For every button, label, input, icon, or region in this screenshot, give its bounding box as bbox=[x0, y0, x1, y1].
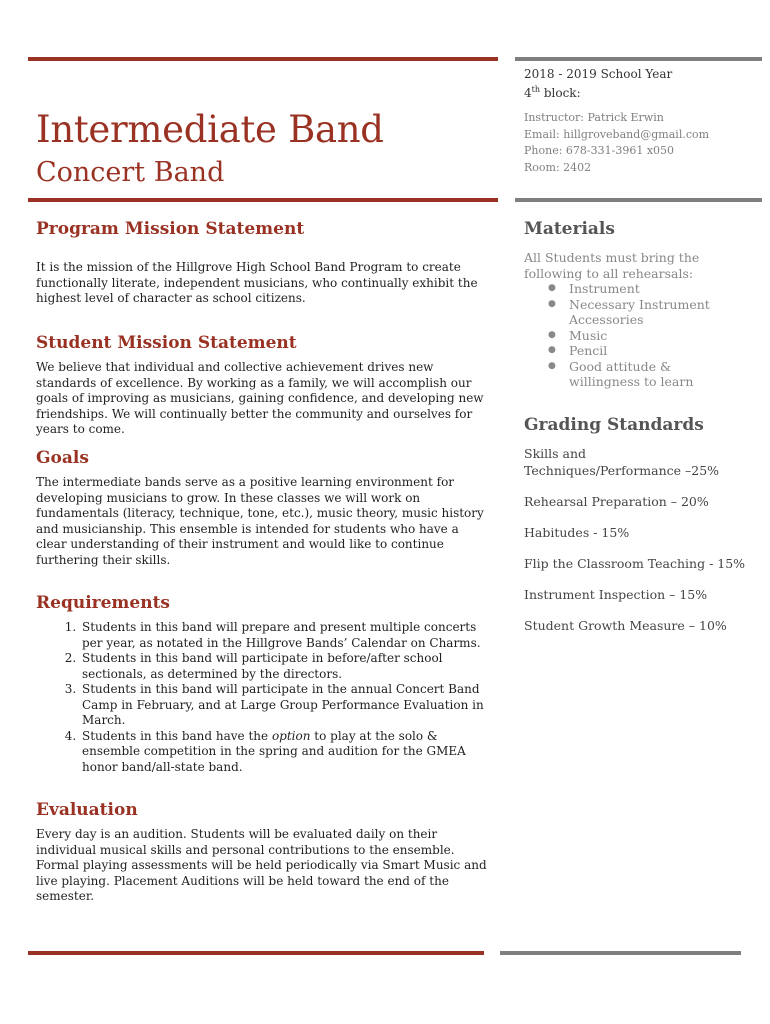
grading-item: Habitudes - 15% bbox=[524, 525, 630, 540]
materials-item: ● Music bbox=[569, 328, 746, 344]
goals-text: The intermediate bands serve as a positive learning environment for developing musicians to grow. In these classes we will work on fundamentals (literacy, technique, tone, etc.), music theory, music history and musicianship. This ensemble is intended for students who have a clear understanding of their instrument and would like to continue furthering their skills. bbox=[36, 475, 484, 567]
info-block bbox=[524, 66, 746, 176]
grading-section bbox=[524, 414, 746, 634]
top-left-rule bbox=[28, 57, 498, 61]
requirement-item: 4. Students in this band have the option to play at the solo & ensemble competition in the spring and audition for the GMEA honor band/all-state band. bbox=[80, 729, 492, 776]
materials-list bbox=[524, 281, 746, 390]
materials-item: ● Necessary Instrument Accessories bbox=[569, 297, 746, 328]
requirement-item: 2. Students in this band will participate in before/after school sectionals, as determined by the directors. bbox=[80, 651, 492, 682]
goals-section bbox=[36, 447, 492, 568]
grading-item: Student Growth Measure – 10% bbox=[524, 618, 727, 633]
school-year: 2018 - 2019 School Year bbox=[524, 67, 673, 81]
program-mission-heading: Program Mission Statement bbox=[36, 219, 305, 239]
evaluation-heading: Evaluation bbox=[36, 800, 138, 820]
evaluation-text: Every day is an audition. Students will be evaluated daily on their individual musical skills and personal contributions to the ensemble. Formal playing assessments will be held periodically via Smart Music and live playing. Placement Auditions will be held toward the end of the semester. bbox=[36, 827, 487, 903]
page-subtitle: Concert Band bbox=[36, 157, 225, 188]
materials-item: ● Instrument bbox=[569, 281, 746, 297]
student-mission-section bbox=[36, 332, 492, 438]
materials-item: ● Good attitude & willingness to learn bbox=[569, 359, 746, 390]
bottom-right-rule bbox=[500, 951, 741, 955]
student-mission-heading: Student Mission Statement bbox=[36, 333, 297, 353]
requirement-item: 1. Students in this band will prepare and present multiple concerts per year, as notated in the Hillgrove Bands’ Calendar on Charms. bbox=[80, 620, 492, 651]
goals-heading: Goals bbox=[36, 448, 89, 468]
room: Room: 2402 bbox=[524, 160, 592, 174]
evaluation-section bbox=[36, 799, 492, 905]
grading-item: Flip the Classroom Teaching - 15% bbox=[524, 556, 746, 571]
requirements-section bbox=[36, 592, 492, 775]
instructor: Instructor: Patrick Erwin bbox=[524, 111, 664, 124]
program-mission-section bbox=[36, 218, 492, 307]
mid-left-rule bbox=[28, 198, 498, 202]
email: Email: hillgroveband@gmail.com bbox=[524, 127, 710, 141]
materials-item: ● Pencil bbox=[569, 343, 746, 359]
student-mission-text: We believe that individual and collective achievement drives new standards of excellence. By working as a family, we will accomplish our goals of improving as musicians, gaining confidence, and developing new friendships. We will continually better the community and ourselves for years to come. bbox=[36, 360, 484, 436]
bottom-left-rule bbox=[28, 951, 484, 955]
mid-right-rule bbox=[515, 198, 762, 202]
phone: Phone: 678-331-3961 x050 bbox=[524, 144, 675, 157]
materials-intro: All Students must bring the following to all rehearsals: bbox=[524, 250, 700, 281]
grading-heading: Grading Standards bbox=[524, 415, 704, 435]
grading-item: Rehearsal Preparation – 20% bbox=[524, 494, 709, 509]
materials-section bbox=[524, 218, 746, 390]
requirements-list bbox=[36, 620, 492, 775]
requirement-item: 3. Students in this band will participate in the annual Concert Band Camp in February, and at Large Group Performance Evaluation in March. bbox=[80, 682, 492, 729]
program-mission-text: It is the mission of the Hillgrove High School Band Program to create functionally literate, independent musicians, who continually exhibit the highest level of character as school citizens. bbox=[36, 260, 478, 305]
top-right-rule bbox=[515, 57, 762, 61]
requirements-heading: Requirements bbox=[36, 593, 171, 613]
grading-item: Instrument Inspection – 15% bbox=[524, 587, 708, 602]
page-title: Intermediate Band bbox=[36, 108, 384, 151]
grading-item: Skills and Techniques/Performance –25% bbox=[524, 446, 720, 478]
block-line: 4th block: bbox=[524, 85, 581, 100]
materials-heading: Materials bbox=[524, 219, 615, 239]
